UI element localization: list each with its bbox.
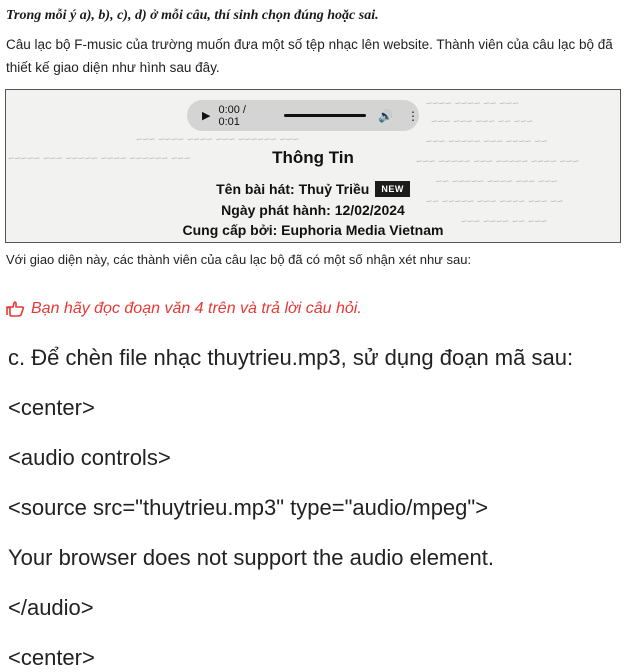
more-options-icon[interactable]: ⋮ xyxy=(407,108,419,123)
question-text: c. Để chèn file nhạc thuytrieu.mp3, sử dụng đoạn mã sau: xyxy=(8,345,574,370)
code-line: <center> xyxy=(8,645,95,670)
hand-pointing-icon xyxy=(6,301,24,317)
volume-icon[interactable]: 🔊 xyxy=(378,108,393,123)
interface-figure: ~~~ ~~ ~~~~ ~~~~ ~~~ ~~ ~~~ ~~~ ~~~ ~~~ ~~~~~~ ~~~ ~~~~ ~~~~ ~~~ ~~ ~~~~ ~~~ ~~~~~ ~~~ ~~~ ~~~~~~ ~~~~ ~~~~~ ~~~ ~~~~~ ~~~ ~~~~ ~~~~~ ~~~ ~~~~~ ~~~ ~~~ ~~~ ~~~~ ~~~~~ ~~ ~~ ~~~ ~~~~ ~~~ ~~~~~ ~~ ~~~ ~~ ~~~~ ~~~ ▶ 0:00 / 0:01 🔊 ⋮ Thông Tin Tên bài hát: Thuỷ Triều NEW Ngày phát hành: 12/02/2024 Cung cấp bởi: Euphoria Media Vietnam xyxy=(5,89,621,243)
code-line: <center> xyxy=(8,395,95,420)
info-title: Thông Tin xyxy=(272,148,354,167)
code-line: </audio> xyxy=(8,595,94,620)
song-line xyxy=(6,181,620,197)
audio-player[interactable] xyxy=(187,100,419,131)
code-line: <audio controls> xyxy=(8,445,171,470)
prompt-text: Bạn hãy đọc đoạn văn 4 trên và trả lời câu hỏi. xyxy=(31,300,362,317)
player-time: 0:00 / 0:01 xyxy=(218,103,246,128)
play-icon[interactable]: ▶ xyxy=(202,110,211,122)
prompt-line xyxy=(6,300,362,318)
intro-paragraph: Câu lạc bộ F-music của trường muốn đưa một số tệp nhạc lên website. Thành viên của câu lạc bộ đã thiết kế giao diện như hình sau đây. xyxy=(6,37,613,75)
progress-track[interactable] xyxy=(284,114,366,117)
provider-line: Cung cấp bởi: Euphoria Media Vietnam xyxy=(182,222,444,238)
code-line: <source src="thuytrieu.mp3" type="audio/mpeg"> xyxy=(8,495,489,520)
release-date: Ngày phát hành: 12/02/2024 xyxy=(221,202,405,218)
observations-text: Với giao diện này, các thành viên của câu lạc bộ đã có một số nhận xét như sau: xyxy=(6,252,472,267)
song-name: Tên bài hát: Thuỷ Triều xyxy=(216,181,370,197)
new-badge: NEW xyxy=(375,181,410,197)
question-instruction: Trong mỗi ý a), b), c), d) ở mỗi câu, thí sinh chọn đúng hoặc sai. xyxy=(6,8,379,23)
code-line: Your browser does not support the audio element. xyxy=(8,545,494,570)
